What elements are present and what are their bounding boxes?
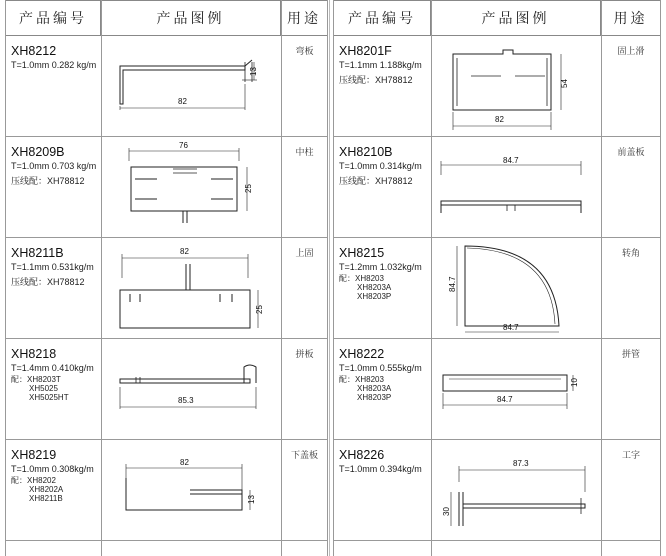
product-use: 下盖板 <box>290 451 318 461</box>
table-row <box>5 238 328 339</box>
match-info: 压线配：XH78812 <box>11 176 85 186</box>
product-spec: T=1.1mm 0.531kg/m <box>11 262 94 272</box>
product-use: 中柱 <box>295 148 314 158</box>
product-use: 上固 <box>295 249 314 259</box>
product-spec: T=1.4mm 0.410kg/m <box>11 363 94 373</box>
match-item: XH8203T <box>27 375 61 384</box>
product-code: XH8212 <box>11 44 57 58</box>
match-item: XH8203 <box>355 375 384 384</box>
profile-drawing <box>439 452 599 538</box>
product-use: 固上滑 <box>617 47 645 57</box>
table-row <box>333 339 661 440</box>
header-drawing: 产品图例 <box>431 0 601 36</box>
dimension-label: 10 <box>570 378 579 387</box>
match-label: 配： <box>339 274 355 283</box>
match-info: 压线配：XH78812 <box>339 176 413 186</box>
header-code: 产品编号 <box>333 0 431 36</box>
profile-drawing <box>441 40 601 136</box>
product-code: XH8226 <box>339 448 385 462</box>
match-item: XH8202A <box>29 485 64 494</box>
match-item: XH8203A <box>357 283 392 292</box>
profile-drawing <box>443 240 593 338</box>
product-code: XH8219 <box>11 448 57 462</box>
header-code: 产品编号 <box>5 0 101 36</box>
match-list <box>339 375 391 402</box>
match-item: XH8203P <box>357 292 392 301</box>
product-spec: T=1.0mm 0.314kg/m <box>339 161 422 171</box>
match-list <box>339 274 391 301</box>
match-label: 配： <box>11 375 27 384</box>
dimension-label: 30 <box>442 507 451 516</box>
left-table <box>5 0 328 556</box>
table-row <box>333 137 661 238</box>
product-use: 工字 <box>621 451 640 461</box>
product-spec: T=1.0mm 0.555kg/m <box>339 363 422 373</box>
dimension-label: 13 <box>247 495 256 504</box>
match-item: XH8211B <box>29 494 63 503</box>
match-list <box>11 476 63 503</box>
right-table <box>333 0 661 556</box>
dimension-label: 82 <box>178 97 187 106</box>
profile-drawing <box>435 367 595 423</box>
dimension-label: 85.3 <box>178 396 194 405</box>
dimension-label: 54 <box>560 79 569 88</box>
match-item: XH8203A <box>357 384 392 393</box>
table-row <box>333 440 661 541</box>
profile-drawing <box>110 359 270 419</box>
profile-drawing <box>117 139 267 229</box>
table-row <box>333 238 661 339</box>
dimension-label: 13 <box>249 67 258 76</box>
product-spec: T=1.1mm 1.188kg/m <box>339 60 422 70</box>
product-code: XH8211B <box>11 246 64 260</box>
product-code: XH8201F <box>339 44 392 58</box>
dimension-label: 82 <box>180 247 189 256</box>
match-info: 压线配：XH78812 <box>11 277 85 287</box>
dimension-label: 84.7 <box>497 395 513 404</box>
profile-drawing <box>435 155 595 225</box>
product-spec: T=1.0mm 0.703 kg/m <box>11 161 97 171</box>
profile-drawing <box>110 456 270 526</box>
match-info: 压线配：XH78812 <box>339 75 413 85</box>
product-spec: T=1.0mm 0.308kg/m <box>11 464 94 474</box>
match-label: 配： <box>339 375 355 384</box>
header-use: 用途 <box>601 0 661 36</box>
match-label: 配： <box>11 476 27 485</box>
page-divider <box>329 0 330 556</box>
dimension-label: 84.7 <box>503 156 519 165</box>
product-spec: T=1.0mm 0.282 kg/m <box>11 60 97 70</box>
product-use: 前盖板 <box>617 148 645 158</box>
dimension-label: 82 <box>180 458 189 467</box>
product-code: XH8218 <box>11 347 57 361</box>
product-use: 弯板 <box>295 47 314 57</box>
header-use: 用途 <box>281 0 328 36</box>
match-item: XH8203P <box>357 393 392 402</box>
profile-drawing <box>110 54 270 126</box>
table-row <box>333 36 661 137</box>
dimension-label: 84.7 <box>448 276 457 292</box>
product-spec: T=1.0mm 0.394kg/m <box>339 464 422 474</box>
header-drawing: 产品图例 <box>101 0 281 36</box>
product-use: 拼板 <box>295 350 314 360</box>
dimension-label: 76 <box>179 141 188 150</box>
product-spec: T=1.2mm 1.032kg/m <box>339 262 422 272</box>
match-item: XH8203 <box>355 274 384 283</box>
product-code: XH8215 <box>339 246 385 260</box>
table-row <box>5 137 328 238</box>
product-code: XH8210B <box>339 145 393 159</box>
match-item: XH5025HT <box>29 393 69 402</box>
product-use: 拼管 <box>621 350 640 360</box>
product-code: XH8209B <box>11 145 65 159</box>
dimension-label: 25 <box>255 305 264 314</box>
dimension-label: 25 <box>244 184 253 193</box>
table-row <box>5 36 328 137</box>
dimension-label: 82 <box>495 115 504 124</box>
profile-drawing <box>110 242 270 336</box>
table-row <box>5 440 328 541</box>
table-row <box>5 339 328 440</box>
dimension-label: 87.3 <box>513 459 529 468</box>
match-list <box>11 375 69 402</box>
product-code: XH8222 <box>339 347 385 361</box>
match-item: XH5025 <box>29 384 58 393</box>
product-use: 转角 <box>621 249 640 259</box>
dimension-label: 84.7 <box>503 323 519 332</box>
match-item: XH8202 <box>27 476 56 485</box>
